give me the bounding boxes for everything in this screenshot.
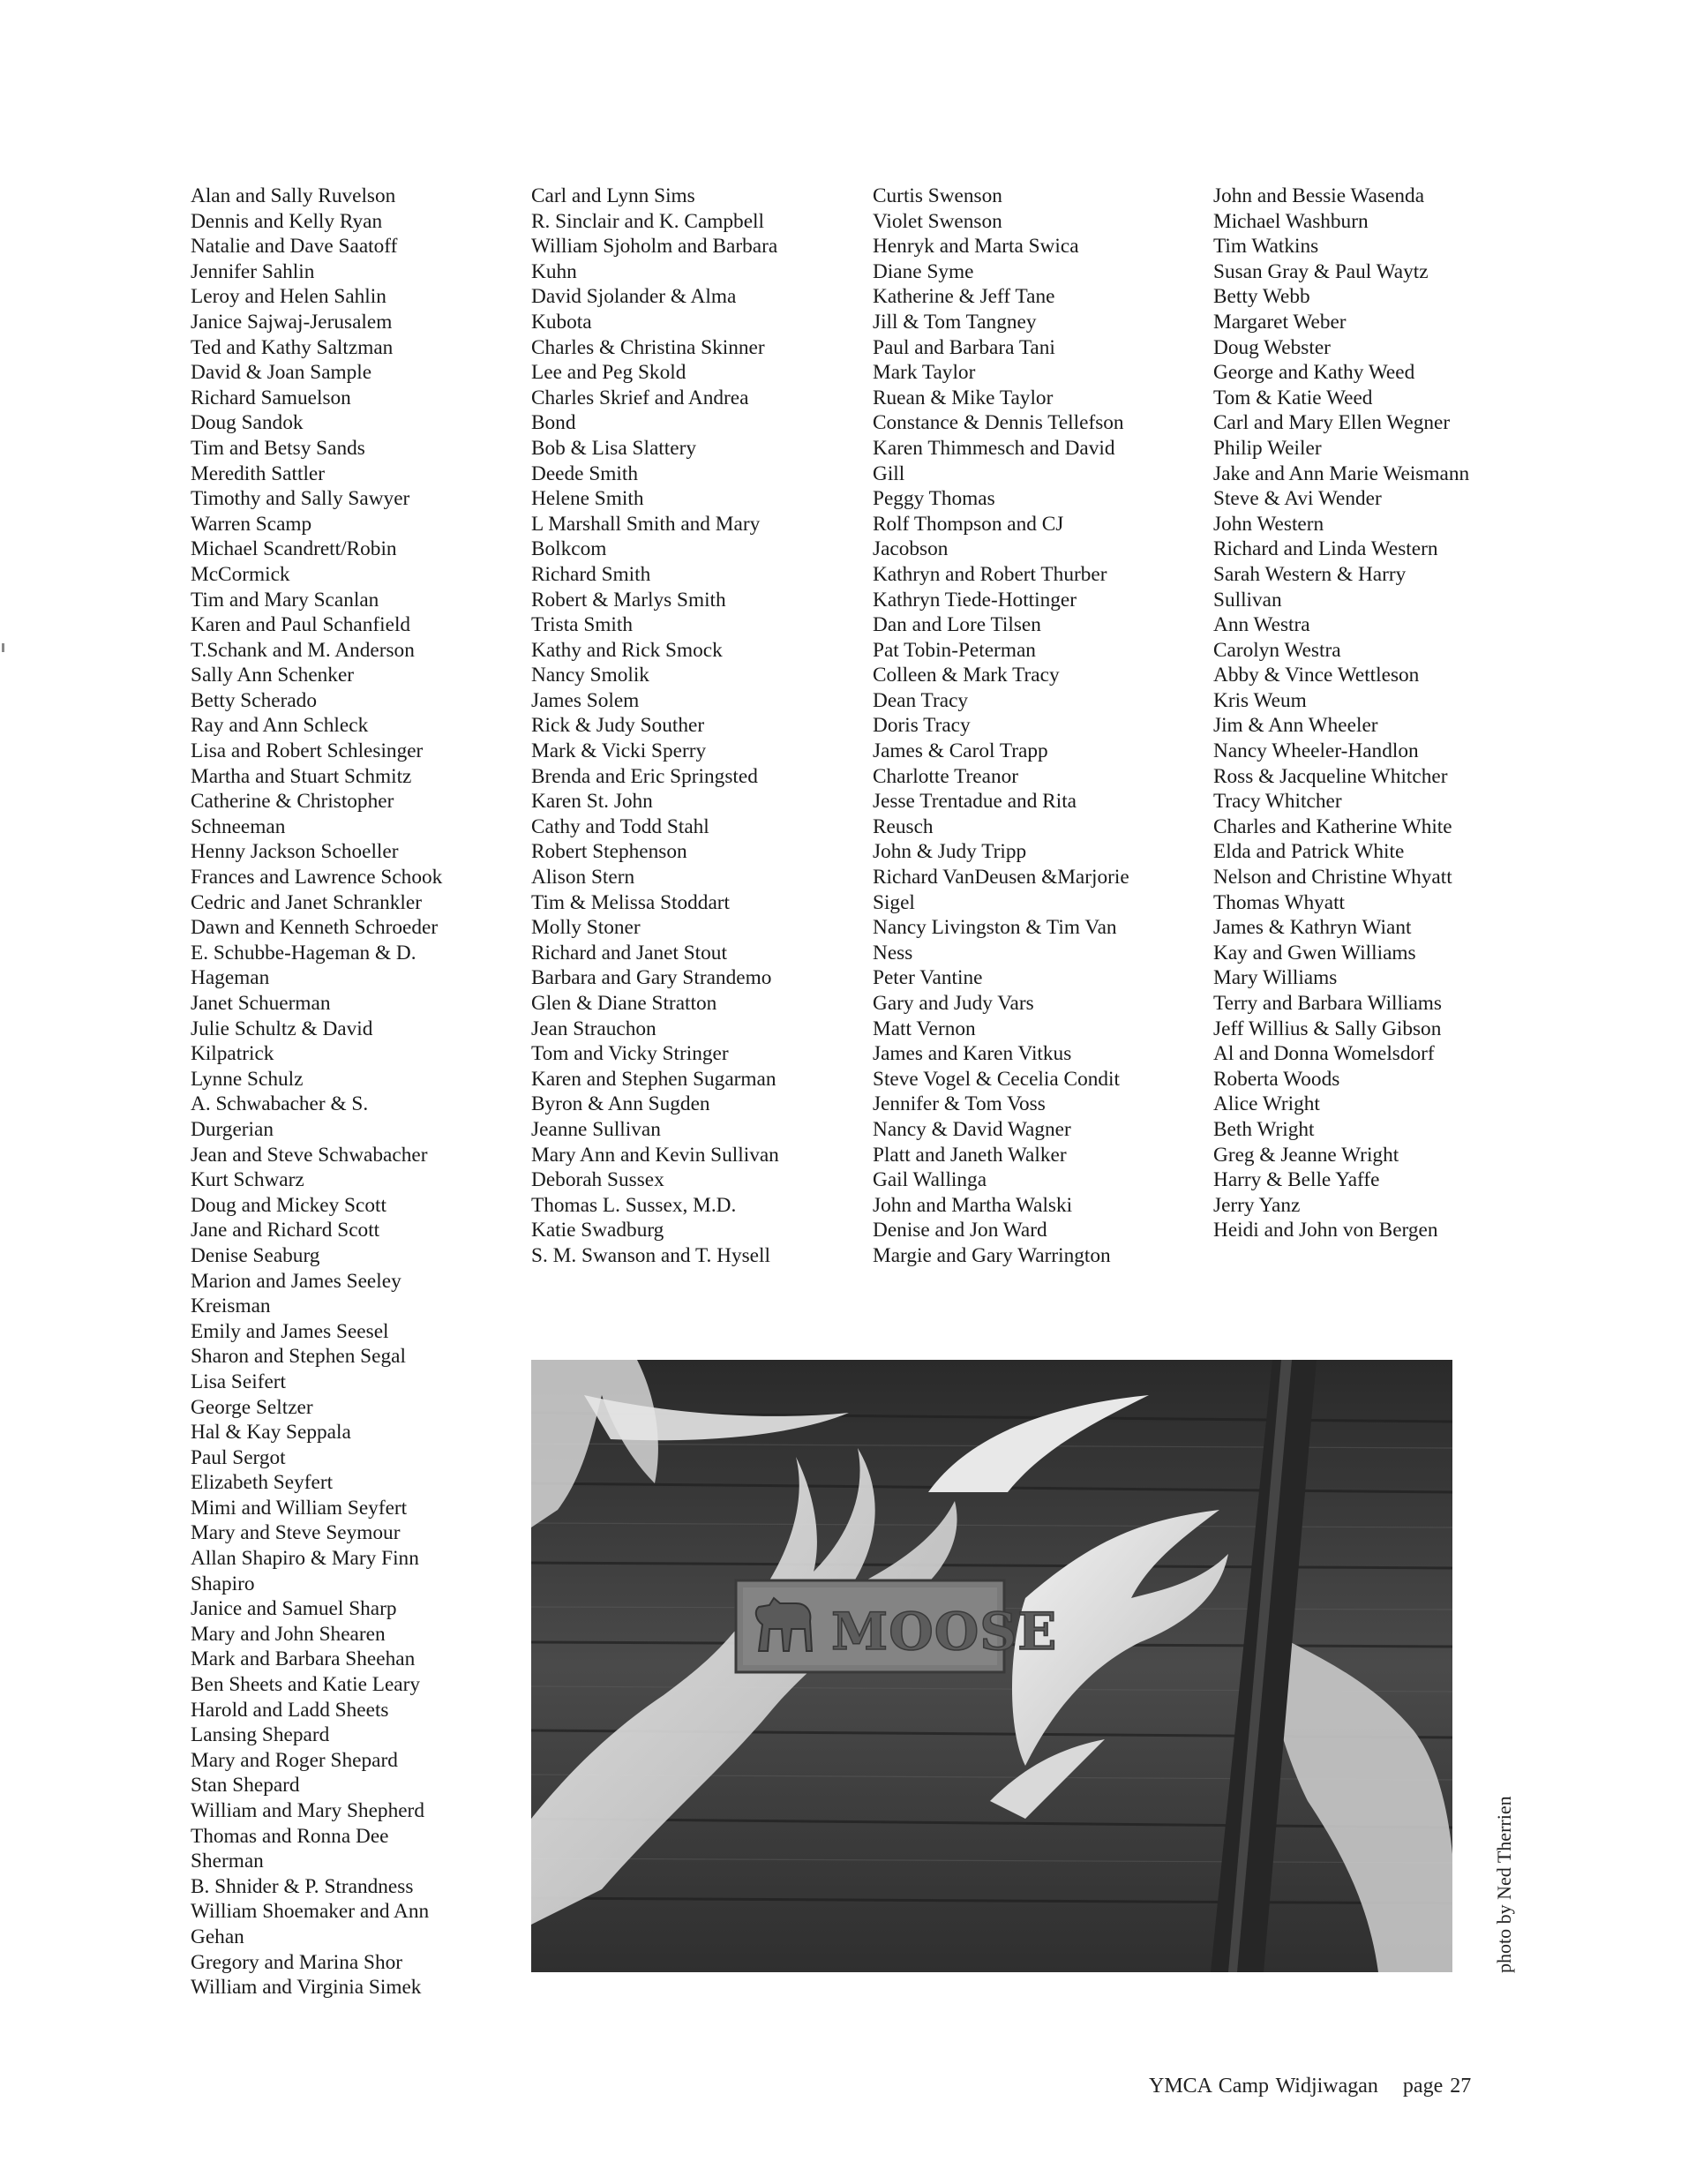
- donor-name: Bond: [531, 411, 576, 435]
- donor-name: Thomas Whyatt: [1213, 890, 1346, 914]
- donor-name: David & Joan Sample: [191, 361, 372, 385]
- donor-name: Doug Webster: [1213, 335, 1331, 359]
- donor-name: George Seltzer: [191, 1395, 313, 1419]
- donor-name: Lansing Shepard: [191, 1723, 330, 1747]
- donor-name: Colleen & Mark Tracy: [873, 664, 1060, 687]
- photo-credit: photo by Ned Therrien: [1493, 1796, 1515, 1973]
- donor-name: S. M. Swanson and T. Hysell: [531, 1243, 770, 1267]
- donor-name: Richard and Linda Western: [1213, 537, 1438, 561]
- donor-name: Katie Swadburg: [531, 1219, 664, 1242]
- donor-name: Terry and Barbara Williams: [1213, 992, 1442, 1015]
- donor-name: Mary and Roger Shepard: [191, 1748, 398, 1772]
- donor-name: McCormick: [191, 562, 290, 586]
- donor-name: Jennifer Sahlin: [191, 259, 315, 283]
- donor-name: Janice Sajwaj-Jerusalem: [191, 310, 393, 334]
- donor-name: Pat Tobin-Peterman: [873, 638, 1036, 662]
- donor-name: Julie Schultz & David: [191, 1017, 373, 1040]
- donor-name: Tracy Whitcher: [1213, 790, 1342, 814]
- donor-name: Deborah Sussex: [531, 1168, 664, 1192]
- donor-name: Alice Wright: [1213, 1092, 1320, 1116]
- donor-name: James & Kathryn Wiant: [1213, 916, 1412, 940]
- donor-name: Ruean & Mike Taylor: [873, 386, 1054, 409]
- donor-name: Leroy and Helen Sahlin: [191, 285, 386, 309]
- donor-name: Jeanne Sullivan: [531, 1117, 661, 1141]
- scan-artifact: [2, 643, 4, 652]
- page-number: page 27: [1402, 2075, 1472, 2098]
- donor-name: Trista Smith: [531, 613, 634, 637]
- donor-name: Margaret Weber: [1213, 310, 1347, 334]
- donor-name: Tom & Katie Weed: [1213, 386, 1373, 409]
- donor-name: R. Sinclair and K. Campbell: [531, 209, 764, 233]
- donor-name: Paul Sergot: [191, 1445, 286, 1469]
- donor-name: Dawn and Kenneth Schroeder: [191, 916, 439, 940]
- donor-name: Tom and Vicky Stringer: [531, 1042, 729, 1066]
- donor-name: Kreisman: [191, 1295, 271, 1318]
- donor-name: Doug Sandok: [191, 411, 304, 435]
- donor-name: Marion and James Seeley: [191, 1269, 401, 1293]
- donor-name: Roberta Woods: [1213, 1067, 1340, 1091]
- donor-name: John and Martha Walski: [873, 1193, 1073, 1217]
- donor-name: Peter Vantine: [873, 966, 983, 990]
- donor-name: E. Schubbe-Hageman & D.: [191, 941, 416, 964]
- donor-name: Richard and Janet Stout: [531, 941, 727, 964]
- donor-name: Karen and Stephen Sugarman: [531, 1067, 776, 1091]
- donor-name: Stan Shepard: [191, 1774, 300, 1797]
- donor-name: Denise Seaburg: [191, 1243, 320, 1267]
- donor-column-2: [531, 184, 779, 1269]
- donor-name: Natalie and Dave Saatoff: [191, 235, 398, 259]
- donor-name: Nancy & David Wagner: [873, 1117, 1071, 1141]
- donor-name: Margie and Gary Warrington: [873, 1243, 1111, 1267]
- donor-name: Tim & Melissa Stoddart: [531, 890, 731, 914]
- donor-name: Michael Scandrett/Robin: [191, 537, 397, 561]
- donor-name: George and Kathy Weed: [1213, 361, 1415, 385]
- donor-name: Henryk and Marta Swica: [873, 235, 1079, 259]
- donor-name: Charles and Katherine White: [1213, 814, 1452, 838]
- page-footer: [1149, 2075, 1471, 2098]
- donor-name: Elizabeth Seyfert: [191, 1471, 334, 1495]
- donor-name: John & Judy Tripp: [873, 840, 1027, 864]
- donor-name: Bob & Lisa Slattery: [531, 436, 697, 460]
- donor-name: Karen Thimmesch and David: [873, 436, 1115, 460]
- donor-name: Steve & Avi Wender: [1213, 487, 1382, 511]
- donor-name: L Marshall Smith and Mary: [531, 512, 761, 536]
- donor-name: Kubota: [531, 310, 592, 334]
- donor-name: Tim and Betsy Sands: [191, 436, 365, 460]
- donor-name: Gail Wallinga: [873, 1168, 987, 1192]
- donor-name: Ann Westra: [1213, 613, 1310, 637]
- donor-name: Allan Shapiro & Mary Finn: [191, 1547, 419, 1571]
- donor-name: Helene Smith: [531, 487, 644, 511]
- donor-name: T.Schank and M. Anderson: [191, 638, 415, 662]
- donor-name: Reusch: [873, 814, 934, 838]
- donor-name: Robert Stephenson: [531, 840, 687, 864]
- donor-name: Harry & Belle Yaffe: [1213, 1168, 1380, 1192]
- donor-name: William Shoemaker and Ann: [191, 1900, 430, 1924]
- donor-name: Ray and Ann Schleck: [191, 714, 369, 738]
- donor-name: Thomas L. Sussex, M.D.: [531, 1193, 737, 1217]
- donor-name: Rick & Judy Souther: [531, 714, 705, 738]
- donor-name: Jane and Richard Scott: [191, 1219, 380, 1242]
- donor-name: Meredith Sattler: [191, 462, 326, 485]
- donor-name: Jean and Steve Schwabacher: [191, 1143, 428, 1167]
- donor-name: A. Schwabacher & S.: [191, 1092, 369, 1116]
- donor-name: Sarah Western & Harry: [1213, 562, 1407, 586]
- donor-name: Betty Webb: [1213, 285, 1310, 309]
- donor-name: Heidi and John von Bergen: [1213, 1219, 1438, 1242]
- donor-name: Tim Watkins: [1213, 235, 1319, 259]
- donor-name: Jacobson: [873, 537, 949, 561]
- donor-name: Barbara and Gary Strandemo: [531, 966, 772, 990]
- donor-name: Kay and Gwen Williams: [1213, 941, 1416, 964]
- donor-name: Philip Weiler: [1213, 436, 1322, 460]
- donor-name: Bolkcom: [531, 537, 607, 561]
- donor-name: Jeff Willius & Sally Gibson: [1213, 1017, 1442, 1040]
- donor-name: Michael Washburn: [1213, 209, 1369, 233]
- donor-name: Mary and John Shearen: [191, 1622, 386, 1646]
- donor-name: David Sjolander & Alma: [531, 285, 737, 309]
- donor-name: Hal & Kay Seppala: [191, 1421, 351, 1445]
- donor-name: Mary and Steve Seymour: [191, 1521, 401, 1545]
- donor-name: Lisa and Robert Schlesinger: [191, 739, 424, 763]
- donor-name: Cedric and Janet Schrankler: [191, 890, 422, 914]
- donor-name: Robert & Marlys Smith: [531, 588, 726, 612]
- donor-column-4: [1213, 184, 1469, 1243]
- donor-name: Katherine & Jeff Tane: [873, 285, 1055, 309]
- donor-name: Gregory and Marina Shor: [191, 1950, 403, 1974]
- donor-name: Lisa Seifert: [191, 1370, 287, 1393]
- donor-name: Jean Strauchon: [531, 1017, 656, 1040]
- donor-name: Dean Tracy: [873, 688, 969, 712]
- donor-name: Jill & Tom Tangney: [873, 310, 1037, 334]
- donor-name: Molly Stoner: [531, 916, 641, 940]
- donor-name: Richard Smith: [531, 562, 651, 586]
- publication-name: YMCA Camp Widjiwagan: [1149, 2075, 1378, 2098]
- donor-name: William and Virginia Simek: [191, 1976, 422, 2000]
- donor-name: Abby & Vince Wettleson: [1213, 664, 1420, 687]
- donor-name: Cathy and Todd Stahl: [531, 814, 709, 838]
- donor-name: Byron & Ann Sugden: [531, 1092, 710, 1116]
- donor-name: Timothy and Sally Sawyer: [191, 487, 410, 511]
- donor-name: Alison Stern: [531, 866, 635, 889]
- donor-name: Lee and Peg Skold: [531, 361, 686, 385]
- donor-name: Beth Wright: [1213, 1117, 1315, 1141]
- donor-name: Nancy Wheeler-Handlon: [1213, 739, 1419, 763]
- donor-name: Mark & Vicki Sperry: [531, 739, 707, 763]
- donor-name: Steve Vogel & Cecelia Condit: [873, 1067, 1120, 1091]
- donor-name: Sherman: [191, 1850, 264, 1873]
- donor-name: Martha and Stuart Schmitz: [191, 764, 412, 788]
- donor-name: Mary Williams: [1213, 966, 1338, 990]
- donor-name: Sharon and Stephen Segal: [191, 1345, 406, 1369]
- donor-name: Peggy Thomas: [873, 487, 995, 511]
- donor-name: Dan and Lore Tilsen: [873, 613, 1041, 637]
- donor-name: Sally Ann Schenker: [191, 664, 355, 687]
- donor-name: Hageman: [191, 966, 270, 990]
- donor-name: James and Karen Vitkus: [873, 1042, 1072, 1066]
- donor-name: Warren Scamp: [191, 512, 312, 536]
- donor-name: Denise and Jon Ward: [873, 1219, 1047, 1242]
- donor-name: Henny Jackson Schoeller: [191, 840, 399, 864]
- donor-name: James & Carol Trapp: [873, 739, 1048, 763]
- donor-name: Nancy Smolik: [531, 664, 649, 687]
- donor-name: Charles & Christina Skinner: [531, 335, 765, 359]
- donor-column-1: [191, 184, 442, 2000]
- sign-text: MOOSE: [831, 1602, 1058, 1662]
- donor-name: Shapiro: [191, 1572, 255, 1595]
- donor-name: Kris Weum: [1213, 688, 1307, 712]
- donor-name: John and Bessie Wasenda: [1213, 184, 1425, 207]
- donor-name: Durgerian: [191, 1117, 274, 1141]
- donor-name: Emily and James Seesel: [191, 1319, 389, 1343]
- donor-name: Jake and Ann Marie Weismann: [1213, 462, 1470, 485]
- donor-name: Janet Schuerman: [191, 992, 331, 1015]
- donor-name: Sigel: [873, 890, 915, 914]
- donor-name: Thomas and Ronna Dee: [191, 1824, 389, 1848]
- donor-name: Mark Taylor: [873, 361, 976, 385]
- donor-name: Deede Smith: [531, 462, 638, 485]
- donor-name: Paul and Barbara Tani: [873, 335, 1055, 359]
- donor-name: Ted and Kathy Saltzman: [191, 335, 394, 359]
- donor-name: Jim & Ann Wheeler: [1213, 714, 1378, 738]
- donor-name: Platt and Janeth Walker: [873, 1143, 1067, 1167]
- donor-name: B. Shnider & P. Strandness: [191, 1874, 414, 1898]
- donor-name: Elda and Patrick White: [1213, 840, 1405, 864]
- donor-name: Carl and Mary Ellen Wegner: [1213, 411, 1451, 435]
- donor-name: Lynne Schulz: [191, 1067, 304, 1091]
- donor-name: Karen and Paul Schanfield: [191, 613, 411, 637]
- donor-name: Janice and Samuel Sharp: [191, 1597, 397, 1621]
- donor-name: Gill: [873, 462, 905, 485]
- donor-name: Alan and Sally Ruvelson: [191, 184, 396, 207]
- donor-name: Doris Tracy: [873, 714, 971, 738]
- donor-name: Dennis and Kelly Ryan: [191, 209, 383, 233]
- donor-name: Harold and Ladd Sheets: [191, 1698, 389, 1722]
- donor-name: Tim and Mary Scanlan: [191, 588, 379, 612]
- donor-name: Kathryn and Robert Thurber: [873, 562, 1107, 586]
- donor-name: Rolf Thompson and CJ: [873, 512, 1064, 536]
- donor-name: Schneeman: [191, 814, 286, 838]
- donor-name: Curtis Swenson: [873, 184, 1002, 207]
- donor-name: Mary Ann and Kevin Sullivan: [531, 1143, 779, 1167]
- donor-name: Mimi and William Seyfert: [191, 1496, 408, 1520]
- donor-name: Carl and Lynn Sims: [531, 184, 695, 207]
- donor-name: Kathryn Tiede-Hottinger: [873, 588, 1077, 612]
- donor-name: Betty Scherado: [191, 688, 317, 712]
- donor-name: Kathy and Rick Smock: [531, 638, 723, 662]
- donor-name: Jesse Trentadue and Rita: [873, 790, 1077, 814]
- donor-name: Kurt Schwarz: [191, 1168, 304, 1192]
- donor-name: Carolyn Westra: [1213, 638, 1341, 662]
- donor-name: Kilpatrick: [191, 1042, 274, 1066]
- donor-name: Matt Vernon: [873, 1017, 976, 1040]
- donor-name: Diane Syme: [873, 259, 974, 283]
- donor-name: Richard Samuelson: [191, 386, 351, 409]
- donor-name: Brenda and Eric Springsted: [531, 764, 758, 788]
- donor-name: Gary and Judy Vars: [873, 992, 1034, 1015]
- donor-name: Al and Donna Womelsdorf: [1213, 1042, 1435, 1066]
- donor-name: Constance & Dennis Tellefson: [873, 411, 1124, 435]
- donor-name: Richard VanDeusen &Marjorie: [873, 866, 1129, 889]
- donor-name: Frances and Lawrence Schook: [191, 866, 443, 889]
- donor-name: Jerry Yanz: [1213, 1193, 1301, 1217]
- donor-name: Ben Sheets and Katie Leary: [191, 1673, 421, 1697]
- donor-name: Susan Gray & Paul Waytz: [1213, 259, 1429, 283]
- donor-name: Ness: [873, 941, 913, 964]
- donor-name: Mark and Barbara Sheehan: [191, 1647, 416, 1671]
- moose-antler-photo: [531, 1360, 1452, 1972]
- donor-name: William Sjoholm and Barbara: [531, 235, 778, 259]
- donor-name: Karen St. John: [531, 790, 653, 814]
- donor-name: Nancy Livingston & Tim Van: [873, 916, 1117, 940]
- donor-name: James Solem: [531, 688, 640, 712]
- donor-name: Kuhn: [531, 259, 577, 283]
- donor-name: Gehan: [191, 1925, 244, 1948]
- donor-column-3: [873, 184, 1129, 1269]
- donor-name: Sullivan: [1213, 588, 1282, 612]
- donor-name: Charles Skrief and Andrea: [531, 386, 749, 409]
- donor-name: Charlotte Treanor: [873, 764, 1019, 788]
- donor-name: Jennifer & Tom Voss: [873, 1092, 1046, 1116]
- donor-name: Greg & Jeanne Wright: [1213, 1143, 1399, 1167]
- donor-name: Nelson and Christine Whyatt: [1213, 866, 1452, 889]
- donor-name: Glen & Diane Stratton: [531, 992, 717, 1015]
- donor-name: Doug and Mickey Scott: [191, 1193, 386, 1217]
- donor-name: Catherine & Christopher: [191, 790, 394, 814]
- donor-name: John Western: [1213, 512, 1324, 536]
- donor-name: William and Mary Shepherd: [191, 1799, 424, 1822]
- donor-name: Ross & Jacqueline Whitcher: [1213, 764, 1448, 788]
- donor-name: Violet Swenson: [873, 209, 1002, 233]
